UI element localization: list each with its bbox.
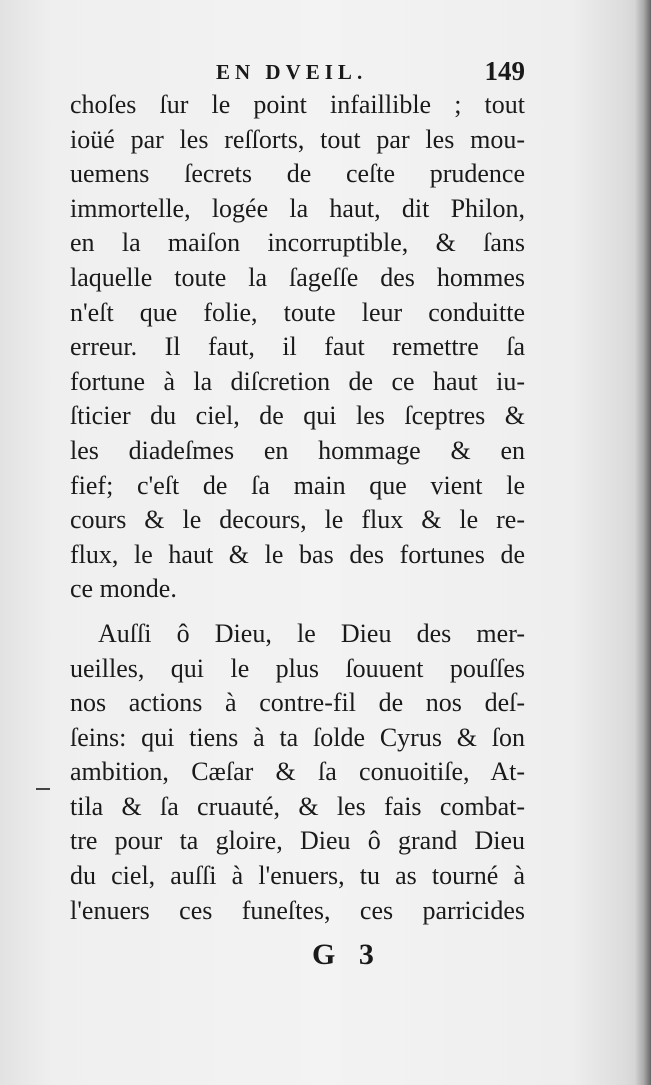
text-line: cours & le decours, le flux & le re- [70,505,525,535]
text-line: uemens ſecrets de ceſte prudence [70,159,525,189]
text-line: choſes ſur le point infaillible ; tout [70,90,525,119]
text-line: n'eſt que folie, toute leur conduitte [70,297,525,327]
text-line: tre pour ta gloire, Dieu ô grand Dieu [70,826,525,856]
text-line: ſeins: qui tiens à ta ſolde Cyrus & ſon [70,722,525,752]
text-line: nos actions à contre-fil de nos deſ- [70,688,525,718]
text-line: du ciel, auſſi à l'enuers, tu as tourné à [70,861,525,891]
text-line: l'enuers ces funeſtes, ces parricides [70,895,525,925]
page-edge-shadow [635,0,651,1085]
signature-mark: G 3 [312,938,382,971]
text-line: ueilles, qui le plus ſouuent pouſſes [70,653,525,683]
text-line: ioüé par les reſſorts, tout par les mou- [70,124,525,154]
text-line: ambition, Cæſar & ſa conuoitiſe, At- [70,757,525,787]
paragraph-gap [70,607,525,617]
text-line: erreur. Il faut, il faut remettre ſa [70,332,525,362]
text-line: en la maiſon incorruptible, & ſans [70,228,525,258]
text-line: tila & ſa cruauté, & les fais combat- [70,791,525,821]
text-line: ce monde. [70,574,177,604]
running-title: EN DVEIL. [216,60,368,84]
text-line: laquelle toute la ſageſſe des hommes [70,262,525,292]
page-number: 149 [484,56,525,86]
text-line: Auſſi ô Dieu, le Dieu des mer- [98,618,525,648]
text-line: fortune à la diſcretion de ce haut iu- [70,366,525,396]
text-line: immortelle, logée la haut, dit Philon, [70,193,525,223]
text-line: ſticier du ciel, de qui les ſceptres & [70,401,525,431]
text-line: fief; c'eſt de ſa main que vient le [70,470,525,500]
margin-mark [36,788,50,790]
text-line: les diadeſmes en hommage & en [70,435,525,465]
body-text [70,88,525,928]
text-line: flux, le haut & le bas des fortunes de [70,539,525,569]
